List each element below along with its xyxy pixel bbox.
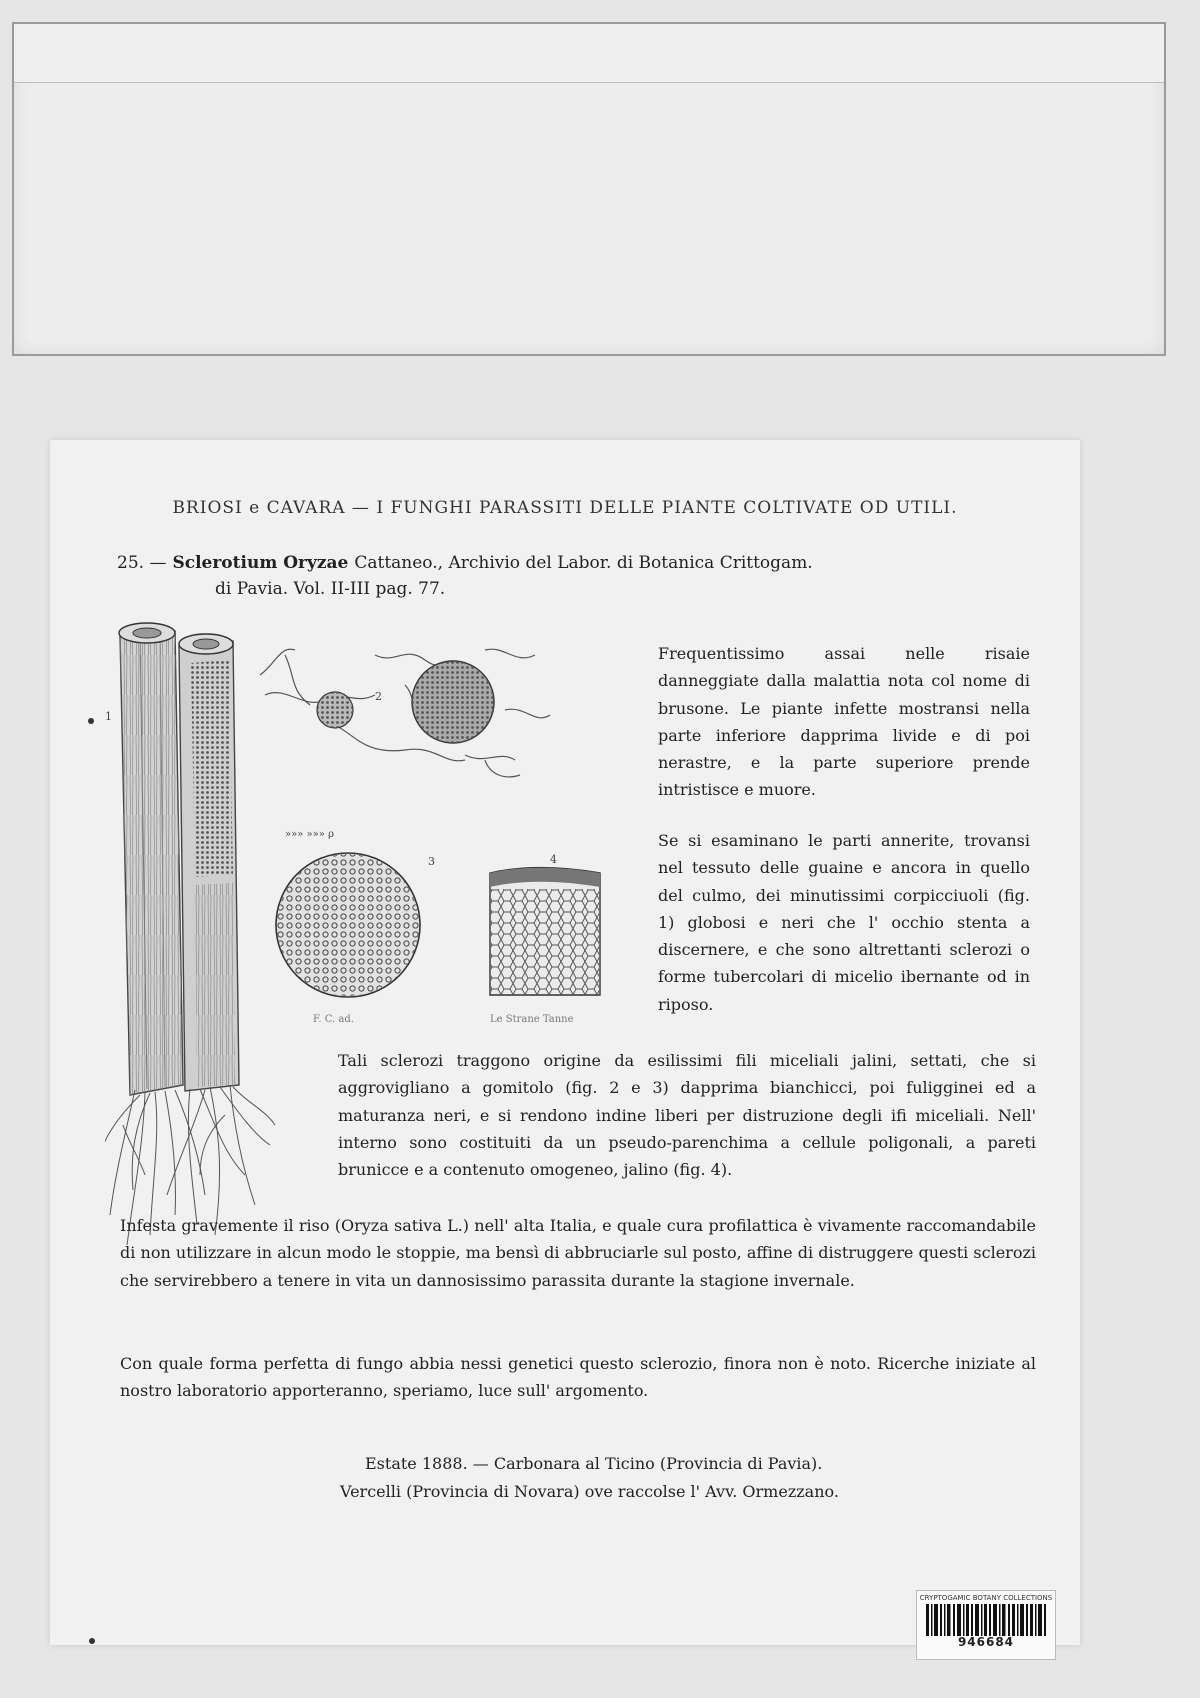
running-head: BRIOSI e CAVARA — I FUNGHI PARASSITI DELLE PIANTE COLTIVATE OD UTILI. (172, 498, 958, 518)
fig3-label: 3 (428, 855, 435, 868)
fig1-rice-stems (105, 623, 275, 1245)
species-name: Sclerotium Oryzae (172, 553, 349, 573)
fig2-hyphae-sclerotia (260, 649, 550, 777)
citation-line2: di Pavia. Vol. II-III pag. 77. (215, 579, 446, 599)
locality-line1: Estate 1888. — Carbonara al Ticino (Provincia di Pavia). (365, 1454, 823, 1473)
blank-label-panel (12, 22, 1166, 356)
fig1-label: 1 (105, 710, 112, 723)
paragraph-3: Tali sclerozi traggono origine da esilissimi fili miceliali jalini, settati, che si aggrovigliano a gomitolo (fig. 2 e 3) dapprima bianchicci, poi fuligginei ed a maturanza neri, e si rendono indine liberi per distruzione degli ifi miceliali. Nell' interno sono costituiti da un pseudo-parenchima a cellule poligonali, a pareti brunicce e a contenuto omogeneo, jalino (fig. 4). (338, 1051, 1036, 1180)
paragraph-1: Frequentissimo assai nelle risaie danneggiate dalla malattia nota col nome di brusone. Le piante infette mostransi nella parte inferiore dapprima livide e di poi nerastre, e la parte superiore prende intristisce e muore. (658, 644, 1030, 800)
scale-label: »»» »»» ρ (285, 829, 334, 840)
fig4-cell-tissue (490, 853, 600, 995)
fig2-label: 2 (375, 690, 382, 703)
credit-left: F. C. ad. (313, 1014, 354, 1025)
barcode-number: 946684 (957, 1635, 1015, 1649)
paragraph-5: Con quale forma perfetta di fungo abbia nessi genetici questo sclerozio, finora non è noto. Ricerche iniziate al nostro laboratorio apporteranno, speriamo, luce sull' argomento. (120, 1354, 1036, 1401)
entry-number: 25. — (117, 553, 167, 573)
entry-title (117, 550, 1017, 602)
paragraph-2: Se si esaminano le parti annerite, trovansi nel tessuto delle guaine e ancora in quello del culmo, dei minutissimi corpicciuoli (fig. 1) globosi e neri che l' occhio stenta a discernere, e che sono altrettanti sclerozi o forme tubercolari di micelio ibernante od in riposo. (658, 831, 1030, 1014)
fig4-label: 4 (550, 853, 557, 866)
herbarium-sheet (50, 440, 1080, 1649)
barcode-icon (924, 1604, 1048, 1636)
locality-line2: Vercelli (Provincia di Novara) ove raccolse l' Avv. Ormezzano. (340, 1482, 839, 1501)
paragraph-4: Infesta gravemente il riso (Oryza sativa L.) nell' alta Italia, e quale cura profilattica è vivamente raccomandabile di non utilizzare in alcun modo le stoppie, ma bensì di abbruciarle sul posto, affine di distruggere questi sclerozi che servirebbero a tenere in vita un dannosissimo parassita durante la stagione invernale. (120, 1216, 1036, 1290)
credit-right: Le Strane Tanne (490, 1014, 574, 1025)
panel-strip (14, 24, 1164, 83)
citation-line1: Cattaneo., Archivio del Labor. di Botanica Crittogam. (354, 553, 813, 573)
margin-dot (88, 718, 94, 724)
fig3-sclerotium-section (276, 853, 435, 997)
stamp-label: CRYPTOGAMIC BOTANY COLLECTIONS (919, 1594, 1053, 1602)
barcode-stamp (916, 1590, 1056, 1660)
margin-dot (89, 1638, 95, 1644)
